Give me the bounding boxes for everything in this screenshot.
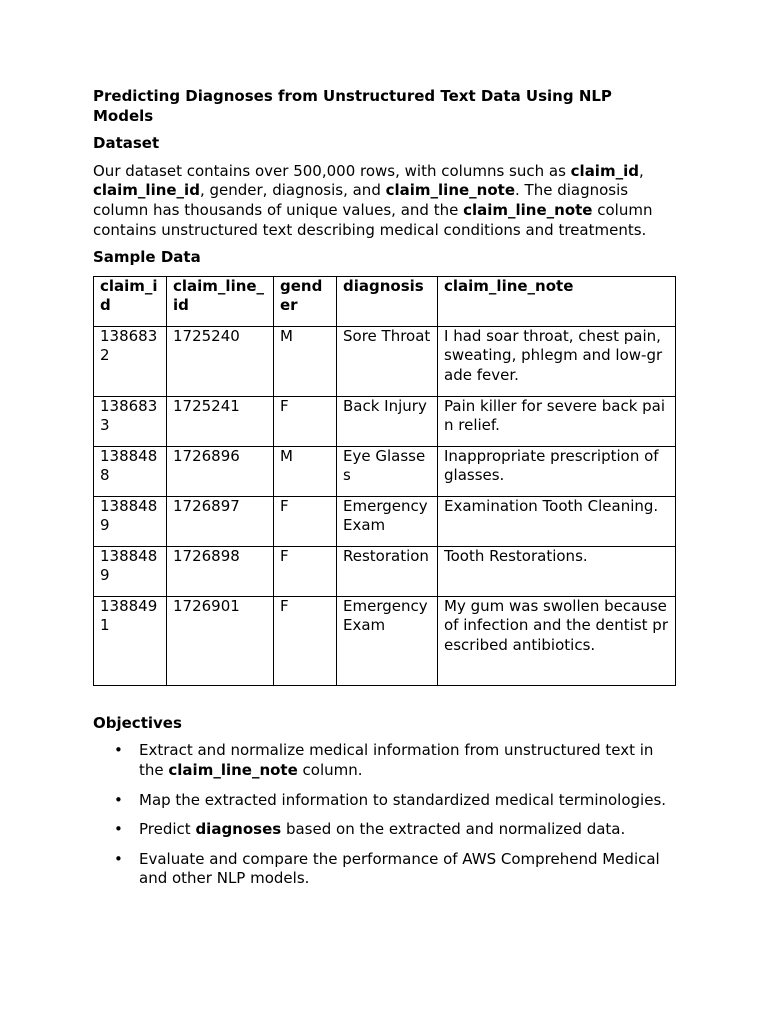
cell-gender: F (274, 496, 337, 546)
dataset-text-3: , gender, diagnosis, and (199, 181, 386, 200)
cell-gender: F (274, 546, 337, 596)
bullet-icon: • (114, 790, 123, 809)
cell-claim-line-id: 1726901 (167, 596, 274, 685)
cell-claim-id: 1388488 (94, 446, 167, 496)
objective-bold: claim_line_note (168, 760, 298, 779)
cell-claim-line-note: My gum was swollen because of infection and the dentist prescribed antibiotics. (438, 596, 676, 685)
dataset-bold-claim-line-id: claim_line_id (93, 181, 200, 200)
objectives-heading: Objectives (93, 713, 182, 732)
dataset-bold-claim-line-note-2: claim_line_note (463, 200, 593, 219)
cell-claim-line-id: 1725240 (167, 326, 274, 396)
cell-diagnosis: Back Injury (337, 396, 438, 446)
objective-text: Extract and normalize medical information from unstructured text in the (139, 741, 654, 779)
cell-claim-line-id: 1726896 (167, 446, 274, 496)
dataset-text-1: Our dataset contains over 500,000 rows, with columns such as (93, 161, 571, 180)
objective-text: Map the extracted information to standardized medical terminologies. (139, 790, 667, 809)
dataset-text-5: column contains unstructured text describing medical conditions and treatments. (93, 200, 653, 239)
column-header-claim-line-id: claim_line_id (167, 276, 274, 326)
cell-diagnosis: Emergency Exam (337, 496, 438, 546)
cell-gender: F (274, 596, 337, 685)
cell-claim-line-note: Inappropriate prescription of glasses. (438, 446, 676, 496)
cell-claim-id: 1388491 (94, 596, 167, 685)
table-row (94, 496, 676, 546)
cell-diagnosis: Eye Glasses (337, 446, 438, 496)
cell-claim-id: 1388489 (94, 496, 167, 546)
column-header-diagnosis: diagnosis (337, 276, 438, 326)
objective-text-end: column. (297, 760, 363, 779)
cell-claim-id: 1386833 (94, 396, 167, 446)
cell-claim-line-note: Tooth Restorations. (438, 546, 676, 596)
bullet-icon: • (114, 741, 123, 760)
bullet-icon: • (114, 849, 123, 868)
list-item (93, 791, 675, 811)
table-row (94, 326, 676, 396)
column-header-gender: gender (274, 276, 337, 326)
table-row (94, 396, 676, 446)
column-header-claim-line-note: claim_line_note (438, 276, 676, 326)
cell-diagnosis: Restoration (337, 546, 438, 596)
objective-text-end: based on the extracted and normalized data. (281, 820, 626, 839)
document-content (93, 87, 675, 899)
table-header-row (94, 276, 676, 326)
document-title: Predicting Diagnoses from Unstructured Text Data Using NLP Models (93, 87, 612, 125)
cell-claim-line-id: 1726897 (167, 496, 274, 546)
table-row (94, 446, 676, 496)
list-item (93, 820, 675, 840)
cell-claim-line-id: 1726898 (167, 546, 274, 596)
bullet-icon: • (114, 820, 123, 839)
cell-gender: M (274, 326, 337, 396)
dataset-text-2: , (638, 161, 644, 180)
cell-claim-line-note: I had soar throat, chest pain, sweating, phlegm and low-grade fever. (438, 326, 676, 396)
cell-claim-line-note: Examination Tooth Cleaning. (438, 496, 676, 546)
sample-data-heading: Sample Data (93, 248, 201, 267)
cell-claim-id: 1388489 (94, 546, 167, 596)
cell-claim-line-id: 1725241 (167, 396, 274, 446)
objective-text: Predict (139, 820, 196, 839)
column-header-claim-id: claim_id (94, 276, 167, 326)
cell-claim-id: 1386832 (94, 326, 167, 396)
table-row (94, 546, 676, 596)
objectives-section (93, 714, 675, 889)
objectives-list (93, 741, 675, 889)
list-item (93, 741, 675, 780)
objective-bold: diagnoses (195, 820, 282, 839)
dataset-description (93, 162, 675, 240)
cell-gender: F (274, 396, 337, 446)
dataset-text-4: . The diagnosis column has thousands of unique values, and the (93, 181, 629, 219)
dataset-bold-claim-line-note: claim_line_note (385, 181, 515, 200)
cell-claim-line-note: Pain killer for severe back pain relief. (438, 396, 676, 446)
dataset-bold-claim-id: claim_id (570, 161, 639, 180)
table-row (94, 596, 676, 685)
list-item (93, 850, 675, 889)
dataset-heading: Dataset (93, 134, 160, 153)
sample-data-table (93, 276, 676, 686)
cell-diagnosis: Emergency Exam (337, 596, 438, 685)
objective-text: Evaluate and compare the performance of AWS Comprehend Medical and other NLP models. (139, 849, 660, 888)
cell-gender: M (274, 446, 337, 496)
cell-diagnosis: Sore Throat (337, 326, 438, 396)
